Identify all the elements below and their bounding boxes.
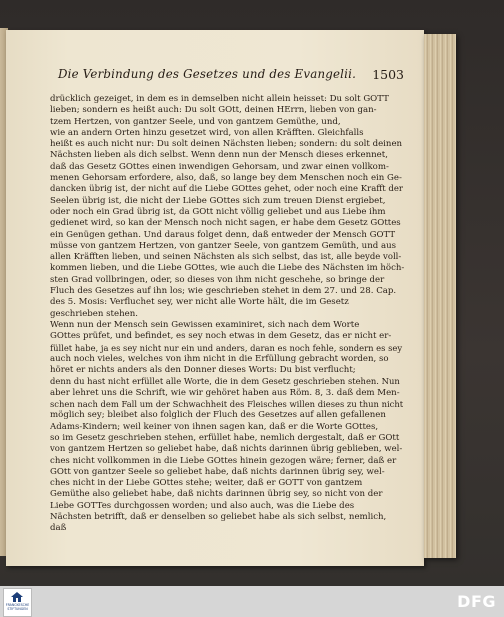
text-line: auch noch vieles, welches von ihm nicht in die Erfüllung gebracht worden, so xyxy=(50,353,389,364)
text-line: oder noch ein Grad übrig ist, da GOtt nicht völlig geliebet und aus Liebe ihm xyxy=(50,206,386,217)
text-line: heißt es auch nicht nur: Du solt deinen Nächsten lieben; sondern: du solt deinen xyxy=(50,139,403,150)
text-line: denn du hast nicht erfüllet alle Worte, die in dem Gesetz geschrieben stehen. Nun xyxy=(50,376,400,387)
text-line: höret er nichts anders als den Donner dieses Worts: Du bist verflucht; xyxy=(50,365,356,376)
logo-emblem-icon xyxy=(11,592,23,602)
text-line: Liebe GOTTes durchgossen worden; und also auch, was die Liebe des xyxy=(50,500,355,511)
text-line: Seelen übrig ist, die nicht der Liebe GOttes sich zum treuen Dienst ergiebet, xyxy=(50,195,386,206)
running-header xyxy=(48,67,406,89)
text-line: menen Gehorsam erfordere, also, daß, so lange bey dem Menschen noch ein Ge- xyxy=(50,173,402,184)
text-line: ein Genügen gethan. Und daraus folget denn, daß entweder der Mensch GOTT xyxy=(50,229,396,240)
text-line: allen Kräfften lieben, und seinen Nächsten als sich selbst, das ist, alle beyde voll- xyxy=(50,252,402,263)
page-stack-edges xyxy=(424,34,456,558)
text-line: Nächsten lieben als dich selbst. Wenn denn nun der Mensch dieses erkennet, xyxy=(50,150,388,161)
franckesche-stiftungen-logo[interactable] xyxy=(3,588,32,617)
text-line: lieben; sondern es heißt auch: Du solt GOtt, deinen HErrn, lieben von gan- xyxy=(50,105,377,116)
text-line: sten Grad vollbringen, oder, so dieses von ihm nicht geschehe, so bringe der xyxy=(50,274,385,285)
running-title: Die Verbindung des Gesetzes und des Evangelii. xyxy=(58,67,357,81)
body-text xyxy=(50,94,404,535)
viewer-footer-bar xyxy=(0,586,504,617)
text-line: aber lehret uns die Schrift, wie wir gehöret haben aus Röm. 8, 3. daß dem Men- xyxy=(50,387,400,398)
text-line: des 5. Mosis: Verfluchet sey, wer nicht alle Worte hält, die im Gesetz xyxy=(50,297,349,308)
text-line: möglich sey; bleibet also folglich der Fluch des Gesetzes auf allen gefallenen xyxy=(50,410,386,421)
text-line: gedienet wird, so kan der Mensch noch nicht sagen, er habe dem Gesetz GOttes xyxy=(50,218,401,229)
text-line: schen nach dem Fall um der Schwachheit des Fleisches willen dieses zu thun nicht xyxy=(50,399,404,410)
text-line: Fluch des Gesetzes auf ihn los; wie geschrieben stehet in dem 27. und 28. Cap. xyxy=(50,286,397,297)
text-line: drücklich gezeiget, in dem es in demselben nicht allein heisset: Du solt GOTT xyxy=(50,94,389,104)
text-line: von gantzem Hertzen so geliebet habe, daß nichts darinnen übrig geblieben, wel- xyxy=(50,444,403,455)
text-line: daß das Gesetz GOttes einen inwendigen Gehorsam, und zwar einen vollkom- xyxy=(50,161,389,172)
text-line: daß xyxy=(50,523,67,534)
text-line: Wenn nun der Mensch sein Gewissen examiniret, sich nach dem Worte xyxy=(50,319,360,330)
text-line: Nächsten betrifft, daß er denselben so geliebet habe als sich selbst, nemlich, xyxy=(50,511,387,522)
text-line: füllet habe, ja es sey nicht nur ein und anders, daran es noch fehle, sondern es sey xyxy=(50,342,403,353)
text-line: wie an andern Orten hinzu gesetzet wird, von allen Kräfften. Gleichfalls xyxy=(50,127,364,138)
text-line: GOttes prüfet, und befindet, es sey noch etwas in dem Gesetz, das er nicht er- xyxy=(50,331,392,342)
text-line: ches nicht in der Liebe GOttes stehe; weiter, daß er GOTT von gantzem xyxy=(50,478,363,489)
text-line: tzem Hertzen, von gantzer Seele, und von gantzem Gemüthe, und, xyxy=(50,116,341,127)
text-line: müsse von gantzem Hertzen, von gantzer Seele, von gantzem Gemüth, und aus xyxy=(50,240,397,251)
page-number: 1503 xyxy=(372,67,404,82)
text-line: Adams-Kindern; weil keiner von ihnen sagen kan, daß er die Worte GOttes, xyxy=(50,421,379,432)
text-line: geschrieben stehen. xyxy=(50,308,138,319)
logo-caption: FRANCKESCHE STIFTUNGEN xyxy=(5,603,30,611)
text-line: dancken übrig ist, der nicht auf die Liebe GOttes gehet, oder noch eine Krafft der xyxy=(50,184,403,195)
text-line: ches nicht vollkommen in die Liebe GOttes hinein gezogen wäre; ferner, daß er xyxy=(50,455,397,466)
text-line: Gemüthe also geliebet habe, daß nichts darinnen übrig sey, so nicht von der xyxy=(50,489,383,500)
dfg-logo[interactable]: DFG xyxy=(457,592,496,611)
text-line: so im Gesetz geschrieben stehen, erfüllet habe, nemlich dergestalt, daß er GOtt xyxy=(50,432,400,443)
text-line: GOtt von gantzer Seele so geliebet habe, daß nichts darinnen übrig sey, wel- xyxy=(50,466,385,477)
text-line: kommen lieben, und die Liebe GOttes, wie auch die Liebe des Nächsten im höch- xyxy=(50,263,404,274)
